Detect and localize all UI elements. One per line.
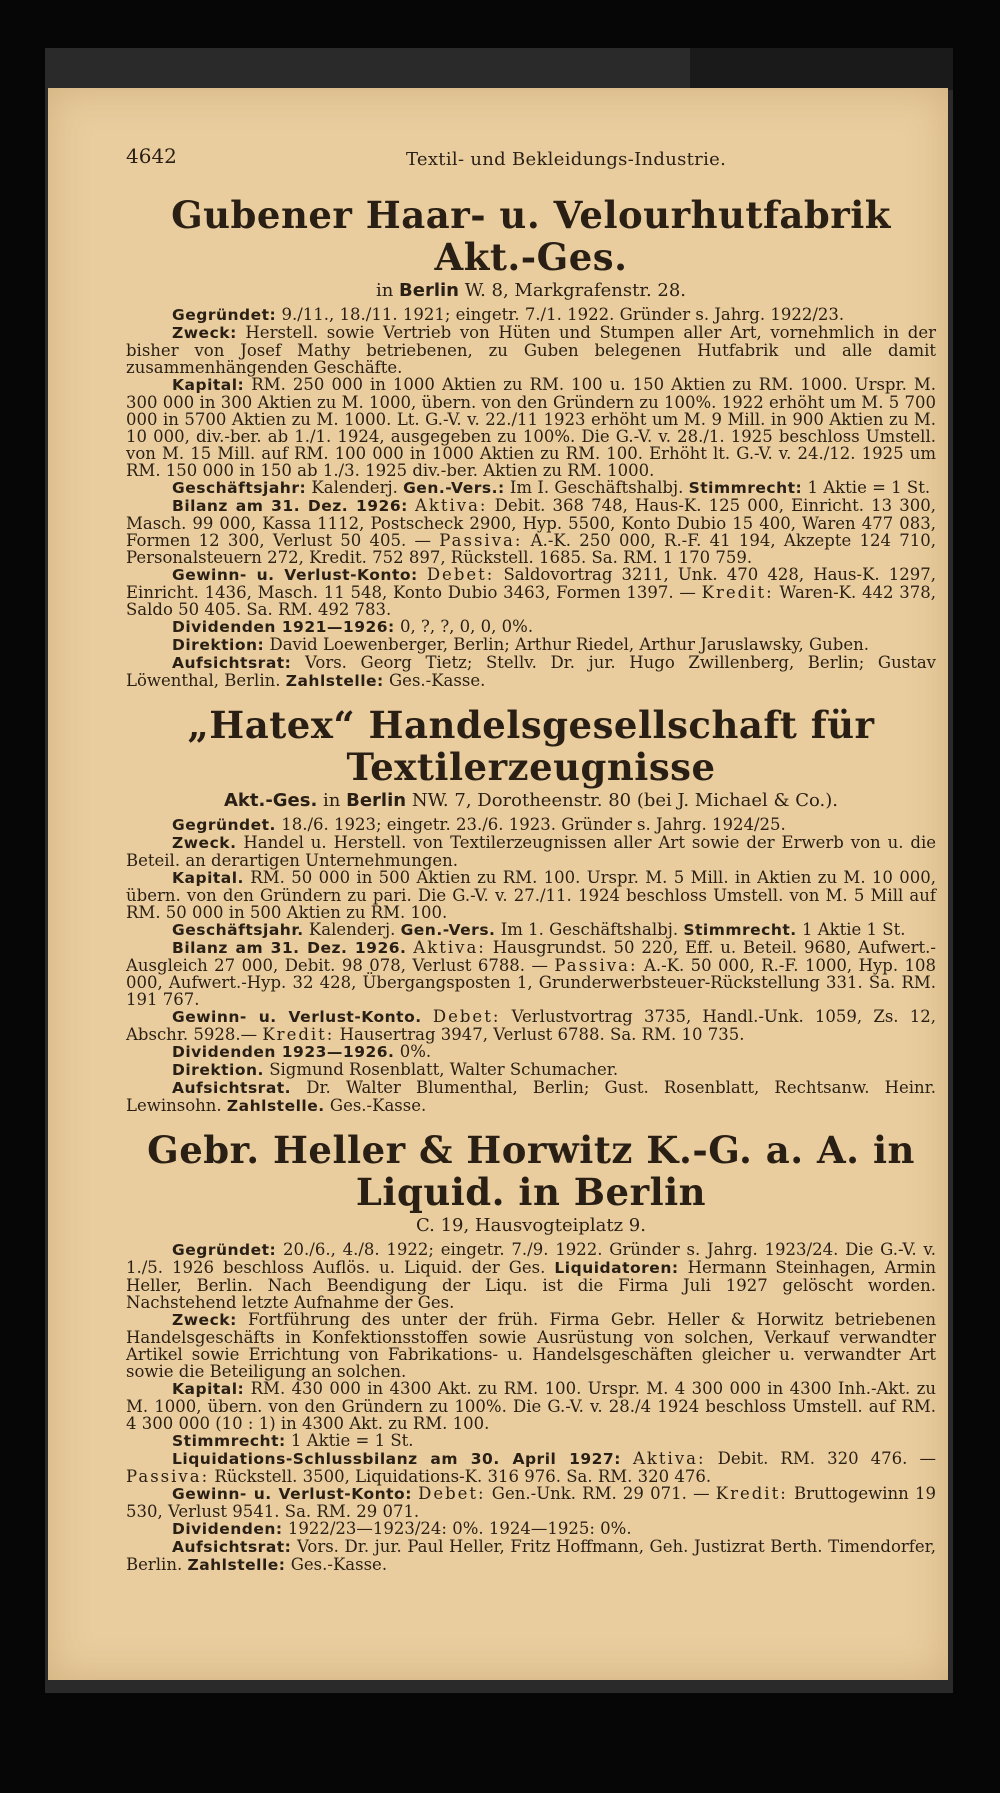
field-label: Gegründet: <box>172 1241 277 1259</box>
field-label: Gegründet. <box>172 816 276 834</box>
field-text: Ges.-Kasse. <box>383 671 486 690</box>
founded-para <box>126 306 936 324</box>
balance-para <box>126 497 936 566</box>
field-label: Debet: <box>432 1007 501 1026</box>
profit-loss-para <box>126 566 936 618</box>
field-label: Bilanz am 31. Dez. 1926: <box>172 497 408 515</box>
field-text: Gen.-Unk. RM. 29 071. — <box>485 1484 716 1503</box>
field-label: Kapital: <box>172 1380 245 1398</box>
address-emphasis: Berlin <box>346 790 407 811</box>
purpose-para <box>126 834 936 869</box>
page-content <box>126 144 937 1574</box>
dividends-para <box>126 618 936 636</box>
field-text: Hausertrag 3947, Verlust 6788. Sa. RM. 10 735. <box>334 1025 745 1044</box>
field-text: Handel u. Herstell. von Textilerzeugnissen aller Art sowie der Erwerb von u. die Beteil. an derartigen Unternehmungen. <box>126 833 936 870</box>
field-text: Herstell. sowie Vertrieb von Hüten und Stumpen aller Art, vornehmlich in der bisher von Josef Mathy betriebenen, zu Guben belegenen Hutfabrik und alle damit zusammenhängenden Geschäfte. <box>126 323 936 377</box>
capital-para <box>126 1380 936 1432</box>
field-text: NW. 7, Dorotheenstr. 80 (bei J. Michael & Co.). <box>406 790 839 811</box>
field-label: Passiva: <box>439 531 523 550</box>
field-text: 1 Aktie 1 St. <box>796 920 906 939</box>
field-label: Dividenden: <box>172 1520 283 1538</box>
field-text: Debit. 368 748, Haus-K. 125 000, Einricht. 13 300, Masch. 99 000, Kassa 1112, Postscheck 2900, Hyp. 5500, Konto Dubio 15 400, Waren 477 083, Formen 12 300, Verlust 50 405. — <box>126 496 936 550</box>
field-label: Kapital: <box>172 376 245 394</box>
field-text: Fortführung des unter der früh. Firma Gebr. Heller & Horwitz betriebenen Handelsgeschäfts in Konfektionsstoffen sowie Ausrüstung von solchen, Verkauf verwandter Artikel sowie Errichtung von Fabrikations- u. Handelsgeschäften gleicher u. verwandter Art sowie die Beteiligung an solchen. <box>126 1310 936 1381</box>
field-label: Stimmrecht: <box>688 479 803 497</box>
field-label: Geschäftsjahr: <box>172 479 307 497</box>
field-text: Waren-K. 442 378, Saldo 50 405. Sa. RM. 492 783. <box>126 583 936 619</box>
field-text: Vors. Georg Tietz; Stellv. Dr. jur. Hugo Zwillenberg, Berlin; Gustav Löwenthal, Berlin. <box>126 653 936 690</box>
field-text: Bruttogewinn 19 530, Verlust 9541. Sa. RM. 29 071. <box>126 1484 936 1521</box>
field-text: in <box>375 280 400 301</box>
entry-body <box>126 816 936 1115</box>
field-label: Stimmrecht. <box>683 921 797 939</box>
field-text: Kalenderj. <box>306 478 404 497</box>
field-label: Debet: <box>418 1484 486 1503</box>
field-label: Gewinn- u. Verlust-Konto. <box>172 1008 422 1026</box>
field-label: Zweck: <box>172 1311 237 1329</box>
field-label: Zweck. <box>172 834 237 852</box>
field-text: Im 1. Geschäftshalbj. <box>495 920 684 939</box>
entry-title: Gubener Haar- u. Velourhutfabrik Akt.-Ges. <box>171 193 891 279</box>
field-label: Gewinn- u. Verlust-Konto: <box>172 1485 412 1503</box>
field-text: Sigmund Rosenblatt, Walter Schumacher. <box>263 1060 619 1079</box>
field-label: Aktiva: <box>414 496 488 515</box>
entry-title: „Hatex“ Handelsgesellschaft für Textilerzeugnisse <box>187 703 875 789</box>
field-label: Liquidations-Schlussbilanz am 30. April 1927: <box>172 1450 621 1468</box>
field-text: Vors. Dr. jur. Paul Heller, Fritz Hoffmann, Geh. Justizrat Berth. Timendorfer, Berlin. <box>126 1537 936 1574</box>
entry-body <box>126 306 936 690</box>
field-label: Geschäftsjahr. <box>172 921 304 939</box>
board-para <box>126 636 936 654</box>
field-text: 18./6. 1923; eingetr. 23./6. 1923. Gründer s. Jahrg. 1924/25. <box>275 815 786 834</box>
field-label: Dividenden 1923—1926. <box>172 1043 395 1061</box>
balance-para <box>126 939 936 1008</box>
field-text: 1 Aktie = 1 St. <box>285 1431 414 1450</box>
founded-para <box>126 1241 936 1311</box>
field-text: Rückstell. 3500, Liquidations-K. 316 976. Sa. RM. 320 476. <box>209 1467 712 1486</box>
field-text: 20./6., 4./8. 1922; eingetr. 7./9. 1922. Gründer s. Jahrg. 1923/24. Die G.-V. v. 1./5. 1926 beschloss Auflös. u. Liquid. der Ges. <box>126 1240 936 1277</box>
purpose-para <box>126 1311 936 1380</box>
entry-address: C. 19, Hausvogteiplatz 9. <box>416 1215 646 1236</box>
balance-para <box>126 1450 936 1485</box>
field-text: David Loewenberger, Berlin; Arthur Riedel, Arthur Jaruslawsky, Guben. <box>264 635 869 654</box>
field-text: Ges.-Kasse. <box>285 1555 388 1574</box>
field-label: Gen.-Vers. <box>400 921 496 939</box>
dividends-para <box>126 1520 936 1538</box>
page-number: 4642 <box>126 144 177 168</box>
field-text: Hermann Steinhagen, Armin Heller, Berlin. Nach Beendigung der Liqu. ist die Firma Juli 1927 gelöscht worden. Nachstehend letzte Aufnahme der Ges. <box>126 1258 937 1312</box>
field-text: Saldovortrag 3211, Unk. 470 428, Haus-K. 1297, Einricht. 1436, Masch. 11 548, Konto Dubio 3463, Formen 1397. — <box>126 565 937 602</box>
field-text: Debit. RM. 320 476. — <box>705 1449 936 1468</box>
field-text: RM. 250 000 in 1000 Aktien zu RM. 100 u. 150 Aktien zu RM. 1000. Urspr. M. 300 000 in 300 Aktien zu M. 1000, übern. von den Gründern zu 100%. 1922 erhöht um M. 5 700 000 in 5700 Aktien zu M. 1000. Lt. G.-V. v. 22./11 1923 erhöht um M. 9 Mill. in 900 Aktien zu M. 10 000, div.-ber. ab 1./1. 1924, ausgegeben zu 100%. Die G.-V. v. 28./1. 1925 beschloss Umstell. von M. 15 Mill. auf RM. 100 000 in 1000 Aktien zu RM. 100. Erhöht lt. G.-V. v. 24./12. 1925 um RM. 150 000 in 150 ab 1./3. 1925 div.-ber. Aktien zu RM. 1000. <box>126 375 936 480</box>
field-label: Passiva: <box>554 956 638 975</box>
fiscal-para <box>126 921 936 939</box>
supervisory-para <box>126 654 936 690</box>
entry-address <box>126 790 936 812</box>
field-label: Kredit: <box>715 1484 788 1503</box>
field-label: Kredit: <box>701 583 774 602</box>
entry-gubener <box>126 194 936 690</box>
field-text: Hausgrundst. 50 220, Eff. u. Beteil. 9680, Aufwert.-Ausgleich 27 000, Debit. 98 078, Verlust 6788. — <box>126 938 936 975</box>
field-label: Zahlstelle: <box>187 1556 286 1574</box>
entry-hatex <box>126 704 936 1115</box>
supervisory-para <box>126 1538 936 1574</box>
field-label: Passiva: <box>126 1467 210 1486</box>
field-text: RM. 430 000 in 4300 Akt. zu RM. 100. Urspr. M. 4 300 000 in 4300 Inh.-Akt. zu M. 1000, übern. von den Gründern zu 100%. Die G.-V. v. 28./4 1924 beschloss Umstell. auf RM. 4 300 000 (10 : 1) in 4300 Akt. zu RM. 100. <box>126 1379 936 1433</box>
fiscal-para <box>126 479 936 497</box>
supervisory-para <box>126 1079 936 1115</box>
field-text: Ges.-Kasse. <box>324 1096 427 1115</box>
field-label: Aufsichtsrat: <box>172 654 292 672</box>
field-text: 0, ?, ?, 0, 0, 0%. <box>394 617 534 636</box>
field-text: 0%. <box>394 1042 432 1061</box>
field-label: Liquidatoren: <box>554 1259 679 1277</box>
capital-para <box>126 869 936 921</box>
field-text: A.-K. 50 000, R.-F. 1000, Hyp. 108 000, Aufwert.-Hyp. 32 428, Übergangsposten 1, Grunderwerbsteuer-Rückstellung 331. Sa. RM. 191 767. <box>126 956 936 1009</box>
field-text: W. 8, Markgrafenstr. 28. <box>459 280 687 301</box>
field-label: Kredit: <box>262 1025 335 1044</box>
voting-para <box>126 1432 936 1450</box>
field-text: RM. 50 000 in 500 Aktien zu RM. 100. Urspr. M. 5 Mill. in Aktien zu M. 10 000, übern. von den Gründern zu pari. Die G.-V. v. 27./11. 1924 beschloss Umstell. von M. 5 Mill auf RM. 50 000 in 500 Aktien zu RM. 100. <box>126 868 936 922</box>
entry-body <box>126 1241 936 1574</box>
field-label: Aufsichtsrat: <box>172 1538 292 1556</box>
field-label: Zweck: <box>172 324 237 342</box>
field-label: Debet: <box>426 565 495 584</box>
page-header <box>126 144 936 176</box>
field-label: Aufsichtsrat. <box>172 1079 292 1097</box>
dividends-para <box>126 1043 936 1061</box>
field-label: Gewinn- u. Verlust-Konto: <box>172 566 418 584</box>
book-edge <box>690 48 953 90</box>
field-label: Aktiva: <box>413 938 486 957</box>
field-text: 9./11., 18./11. 1921; eingetr. 7./1. 1922. Gründer s. Jahrg. 1922/23. <box>276 305 845 324</box>
field-text: A.-K. 250 000, R.-F. 41 194, Akzepte 124 710, Personalsteuern 272, Kredit. 752 897, Rückstell. 1685. Sa. RM. 1 170 759. <box>126 531 936 567</box>
field-label: Kapital. <box>172 869 244 887</box>
field-label: Aktiva: <box>633 1449 706 1468</box>
field-text: Im I. Geschäftshalbj. <box>504 478 689 497</box>
field-text: in <box>317 790 347 811</box>
field-label: Gen.-Vers.: <box>403 479 505 497</box>
document-page <box>48 88 948 1680</box>
field-label: Direktion. <box>172 1061 264 1079</box>
entry-title: Gebr. Heller & Horwitz K.-G. a. A. in Liquid. in Berlin <box>147 1128 915 1214</box>
address-emphasis: Akt.-Ges. <box>223 790 318 811</box>
field-label: Zahlstelle: <box>285 672 384 690</box>
profit-loss-para <box>126 1485 936 1520</box>
field-text: Dr. Walter Blumenthal, Berlin; Gust. Rosenblatt, Rechtsanw. Heinr. Lewinsohn. <box>126 1078 936 1115</box>
field-label: Gegründet: <box>172 306 277 324</box>
field-text: 1922/23—1923/24: 0%. 1924—1925: 0%. <box>282 1519 632 1538</box>
purpose-para <box>126 324 936 376</box>
field-label: Bilanz am 31. Dez. 1926. <box>172 939 407 957</box>
field-label: Stimmrecht: <box>172 1432 286 1450</box>
founded-para <box>126 816 936 834</box>
address-emphasis: Berlin <box>399 280 459 301</box>
field-text: Verlustvortrag 3735, Handl.-Unk. 1059, Zs. 12, Abschr. 5928.— <box>126 1007 937 1044</box>
board-para <box>126 1061 936 1079</box>
profit-loss-para <box>126 1008 936 1043</box>
field-text: 1 Aktie = 1 St. <box>802 478 931 497</box>
running-title: Textil- und Bekleidungs-Industrie. <box>406 149 727 170</box>
capital-para <box>126 376 936 479</box>
field-label: Direktion: <box>172 636 265 654</box>
field-label: Dividenden 1921—1926: <box>172 618 395 636</box>
field-label: Zahlstelle. <box>226 1097 325 1115</box>
field-text: Kalenderj. <box>303 920 401 939</box>
entry-address <box>126 280 936 302</box>
entry-heller-horwitz <box>126 1129 936 1574</box>
